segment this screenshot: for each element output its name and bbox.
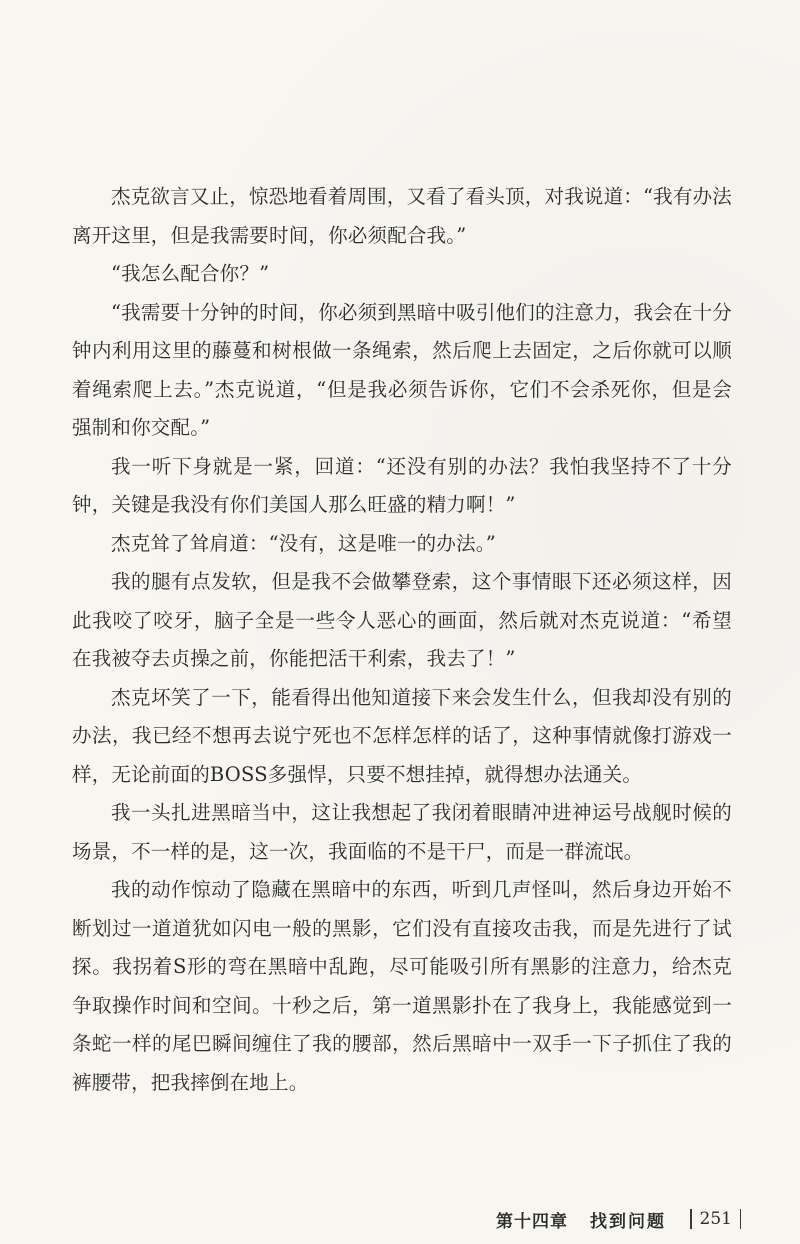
paragraph: 杰克坏笑了一下，能看得出他知道接下来会发生什么，但我却没有别的办法，我已经不想再去说宁死也不怎样怎样的话了，这种事情就像打游戏一样，无论前面的BOSS多强悍，只要不想挂掉，就得想办法通关。 xyxy=(72,685,732,786)
chapter-label: 第十四章 xyxy=(496,1211,568,1232)
paragraph: 我的腿有点发软，但是我不会做攀登索，这个事情眼下还必须这样，因此我咬了咬牙，脑子全是一些令人恶心的画面，然后就对杰克说道：“希望在我被夺去贞操之前，你能把活干利索，我去了！” xyxy=(72,570,732,670)
divider xyxy=(740,1209,742,1229)
page-number: 251 xyxy=(699,1209,732,1229)
paragraph: 杰克欲言又止，惊恐地看着周围，又看了看头顶，对我说道：“我有办法离开这里，但是我需要时间，你必须配合我。” xyxy=(72,185,732,247)
paragraph: 我一头扎进黑暗当中，这让我想起了我闭着眼睛冲进神运号战舰时候的场景，不一样的是，这一次，我面临的不是干尸，而是一群流氓。 xyxy=(72,801,732,863)
page-footer xyxy=(470,1206,750,1232)
paragraph: 杰克耸了耸肩道：“没有，这是唯一的办法。” xyxy=(111,531,496,555)
paragraph: “我需要十分钟的时间，你必须到黑暗中吸引他们的注意力，我会在十分钟内利用这里的藤蔓和树根做一条绳索，然后爬上去固定，之后你就可以顺着绳索爬上去。”杰克说道，“但是我必须告诉你，它们不会杀死你，但是会强制和你交配。” xyxy=(72,300,732,439)
paragraph: 我的动作惊动了隐藏在黑暗中的东西，听到几声怪叫，然后身边开始不断划过一道道犹如闪电一般的黑影，它们没有直接攻击我，而是先进行了试探。我拐着S形的弯在黑暗中乱跑，尽可能吸引所有黑影的注意力，给杰克争取操作时间和空间。十秒之后，第一道黑影扑在了我身上，我能感觉到一条蛇一样的尾巴瞬间缠住了我的腰部，然后黑暗中一双手一下子抓住了我的裤腰带，把我摔倒在地上。 xyxy=(72,878,732,1094)
paragraph: “我怎么配合你？” xyxy=(111,262,270,285)
body-text xyxy=(72,178,732,1102)
paragraph: 我一听下身就是一紧，回道：“还没有别的办法？我怕我坚持不了十分钟，关键是我没有你们美国人那么旺盛的精力啊！” xyxy=(72,454,732,516)
divider xyxy=(690,1209,692,1229)
chapter-title: 找到问题 xyxy=(590,1211,666,1232)
